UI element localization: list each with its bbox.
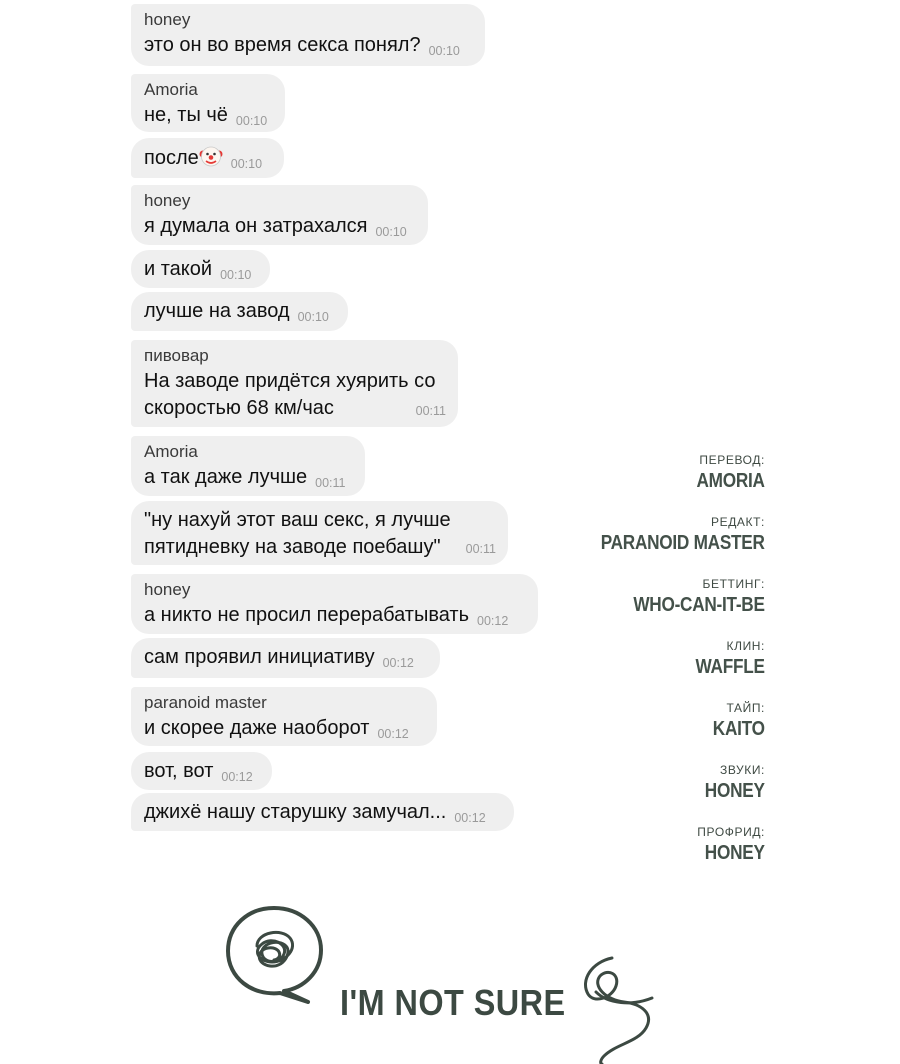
message-time: 00:12 (477, 614, 509, 628)
message-text: я думала он затрахался (144, 215, 368, 237)
credit-name: KAITO (713, 718, 765, 740)
credit-label: КЛИН: (726, 639, 765, 653)
message-text-line: скоростью 68 км/час (144, 397, 334, 419)
credit-name: HONEY (705, 780, 765, 802)
message-text-line: На заводе придётся хуярить со (144, 370, 436, 392)
message-sender: paranoid master (144, 693, 267, 712)
message-text: вот, вот (144, 760, 214, 782)
message-bubble (131, 436, 365, 496)
message-sender: Amoria (144, 442, 198, 461)
message-time: 00:10 (375, 225, 407, 239)
message-text: лучше на завод (144, 300, 290, 322)
credit-name: PARANOID MASTER (601, 532, 765, 554)
message-bubble (131, 340, 458, 427)
message-text: и скорее даже наоборот (144, 717, 370, 739)
message-time: 00:10 (428, 44, 460, 58)
scribble-speech-bubble-icon (222, 904, 334, 1004)
message-bubble (131, 4, 485, 66)
message-text-line: "ну нахуй этот ваш секс, я лучше (144, 509, 451, 531)
message-text: это он во время секса понял? (144, 34, 421, 56)
message-bubble (131, 793, 514, 831)
credit-name: AMORIA (696, 470, 765, 492)
message-time: 00:12 (382, 656, 414, 670)
message-sender: honey (144, 580, 191, 599)
message-bubble (131, 250, 270, 288)
message-bubble (131, 752, 272, 790)
message-time: 00:10 (297, 310, 329, 324)
message-time: 00:10 (235, 114, 268, 128)
message-text: сам проявил инициативу (144, 646, 375, 668)
message-bubble (131, 74, 285, 132)
credit-label: ТАЙП: (726, 701, 765, 715)
credit-label: ЗВУКИ: (719, 763, 765, 777)
message-text: не, ты чё (144, 104, 228, 126)
message-time: 00:12 (221, 770, 253, 784)
message-bubble (131, 501, 508, 565)
tail-squiggle-icon (572, 952, 672, 1064)
credit-label: РЕДАКТ: (711, 515, 765, 529)
message-time: 00:11 (465, 542, 496, 556)
credit-name: WAFFLE (695, 656, 765, 678)
credits-block (574, 452, 765, 886)
message-text: и такой (144, 258, 213, 280)
message-time: 00:11 (315, 476, 346, 490)
credit-name: HONEY (705, 842, 765, 864)
message-sender: honey (144, 10, 191, 29)
message-bubble (131, 185, 428, 245)
credit-label: БЕТТИНГ: (702, 577, 765, 591)
message-text: после (144, 147, 199, 169)
logo-text: I'M NOT SURE (340, 982, 566, 1023)
message-sender: honey (144, 191, 191, 210)
message-time: 00:10 (220, 268, 252, 282)
credit-name: WHO-CAN-IT-BE (633, 594, 765, 616)
message-text: джихё нашу старушку замучал... (144, 801, 447, 823)
message-text: а так даже лучше (144, 466, 308, 488)
credit-label: ПРОФРИД: (697, 825, 765, 839)
message-text: а никто не просил перерабатывать (144, 604, 470, 626)
message-bubble (131, 138, 284, 178)
message-sender: Amoria (144, 80, 198, 99)
message-time: 00:11 (415, 404, 446, 418)
message-sender: пивовар (144, 346, 209, 365)
message-text-line: пятидневку на заводе поебашу" (144, 536, 441, 558)
message-time: 00:10 (230, 157, 263, 171)
message-time: 00:12 (377, 727, 409, 741)
message-bubble (131, 638, 440, 678)
message-bubble (131, 687, 437, 746)
message-time: 00:12 (454, 811, 486, 825)
credit-label: ПЕРЕВОД: (699, 453, 765, 467)
message-bubble (131, 292, 348, 331)
clown-face-icon (199, 144, 223, 168)
message-bubble (131, 574, 538, 634)
